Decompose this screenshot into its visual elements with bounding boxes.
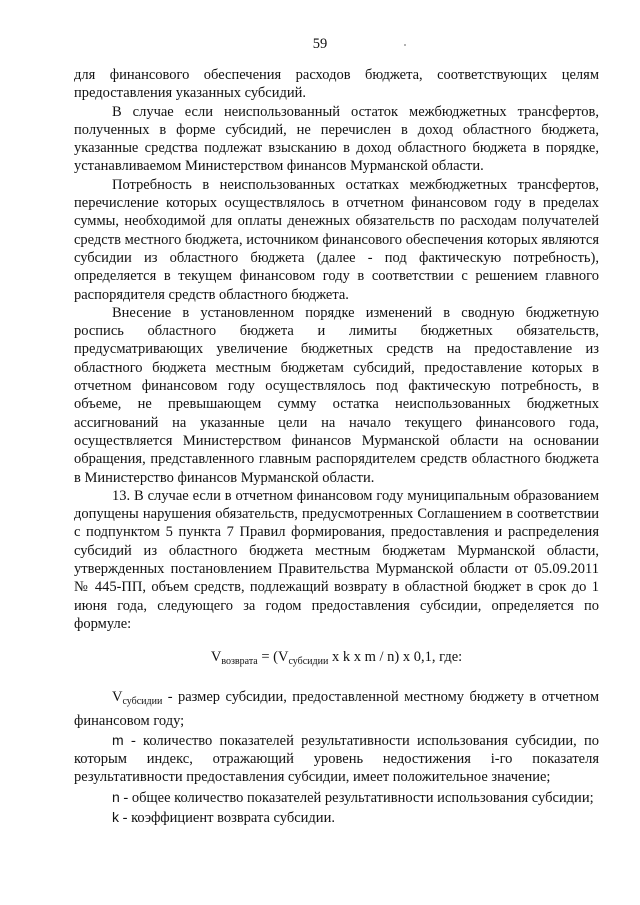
- paragraph-continuation: для финансового обеспечения расходов бюджета, соответствующих целям предоставления указанных субсидий.: [74, 67, 599, 102]
- paragraph-item-13: 13. В случае если в отчетном финансовом году муниципальным образованием допущены нарушения обязательств, предусмотренных Соглашением в соответствии с подпунктом 5 пункта 7 Правил формирования, предоставления и распределения субсидий из областного бюджета местным бюджетам Мурманской области, утвержденных постановлением Правительства Мурманской области от 05.09.2011 № 445-ПП, объем средств, подлежащий возврату в областной бюджет в срок до 1 июня года, следующего за годом предоставления субсидии, определяется по формуле:: [74, 487, 599, 632]
- definition-text: - количество показателей результативности использования субсидии, по которым индекс, отражающий уровень недостижения i-го показателя результативности предоставления субсидии, имеет положительное значение;: [74, 732, 599, 786]
- definition-text: - коэффициент возврата субсидии.: [119, 809, 335, 826]
- definition-k: [74, 808, 599, 827]
- formula-rest: x k x m / n) x 0,1, где:: [328, 649, 463, 666]
- definition-symbol: k: [112, 808, 119, 825]
- formula-lhs-subscript: возврата: [221, 656, 258, 668]
- definition-symbol: n: [112, 788, 120, 805]
- paragraph-budget-changes: Внесение в установленном порядке изменений в сводную бюджетную роспись областного бюджета и лимиты бюджетных обязательств, предусматривающих увеличение бюджетных средств на предоставление из областного бюджета местным бюджетам субсидий, предоставление которых в отчетном финансовом году осуществлялось под фактическую потребность, в объеме, не превышающем сумму остатка неиспользованных бюджетных ассигнований на указанные цели на начало текущего финансового года, осуществляется Министерством финансов Мурманской области на основании обращения, представленного главным распорядителем средств областного бюджета в Министерство финансов Мурманской области.: [74, 304, 599, 486]
- page-number: 59: [312, 36, 328, 52]
- body-text: [74, 66, 599, 828]
- definition-symbol: V: [112, 689, 123, 706]
- formula-lhs-symbol: V: [210, 649, 222, 666]
- definition-n: [74, 788, 599, 807]
- definition-text: - общее количество показателей результативности использования субсидии;: [119, 789, 594, 806]
- definition-text: - размер субсидии, предоставленной местному бюджету в отчетном финансовом году;: [74, 689, 599, 729]
- definition-m: [74, 731, 599, 787]
- formula-rhs-subscript: субсидии: [288, 656, 329, 668]
- paragraph-need-for-balance: Потребность в неиспользованных остатках межбюджетных трансфертов, перечисление которых осуществлялось в отчетном финансовом году в пределах суммы, необходимой для оплаты денежных обязательств по расходам получателей средств местного бюджета, источником финансового обеспечения которых являются субсидии из областного бюджета (далее - под фактическую потребность), определяется в текущем финансовом году в соответствии с решением главного распорядителя средств областного бюджета.: [74, 176, 599, 303]
- scan-speck: [404, 44, 406, 46]
- definition-symbol: m: [112, 731, 124, 748]
- formula-equals-open: = (V: [257, 649, 289, 666]
- paragraph-unused-balance: В случае если неиспользованный остаток межбюджетных трансфертов, полученных в форме субсидий, не перечислен в доход областного бюджета, указанные средства подлежат взысканию в доход областного бюджета в порядке, устанавливаемом Министерством финансов Мурманской области.: [74, 103, 599, 175]
- definition-v-subsidy: [74, 688, 599, 730]
- definition-subscript: субсидии: [122, 696, 163, 708]
- return-formula: [74, 647, 599, 672]
